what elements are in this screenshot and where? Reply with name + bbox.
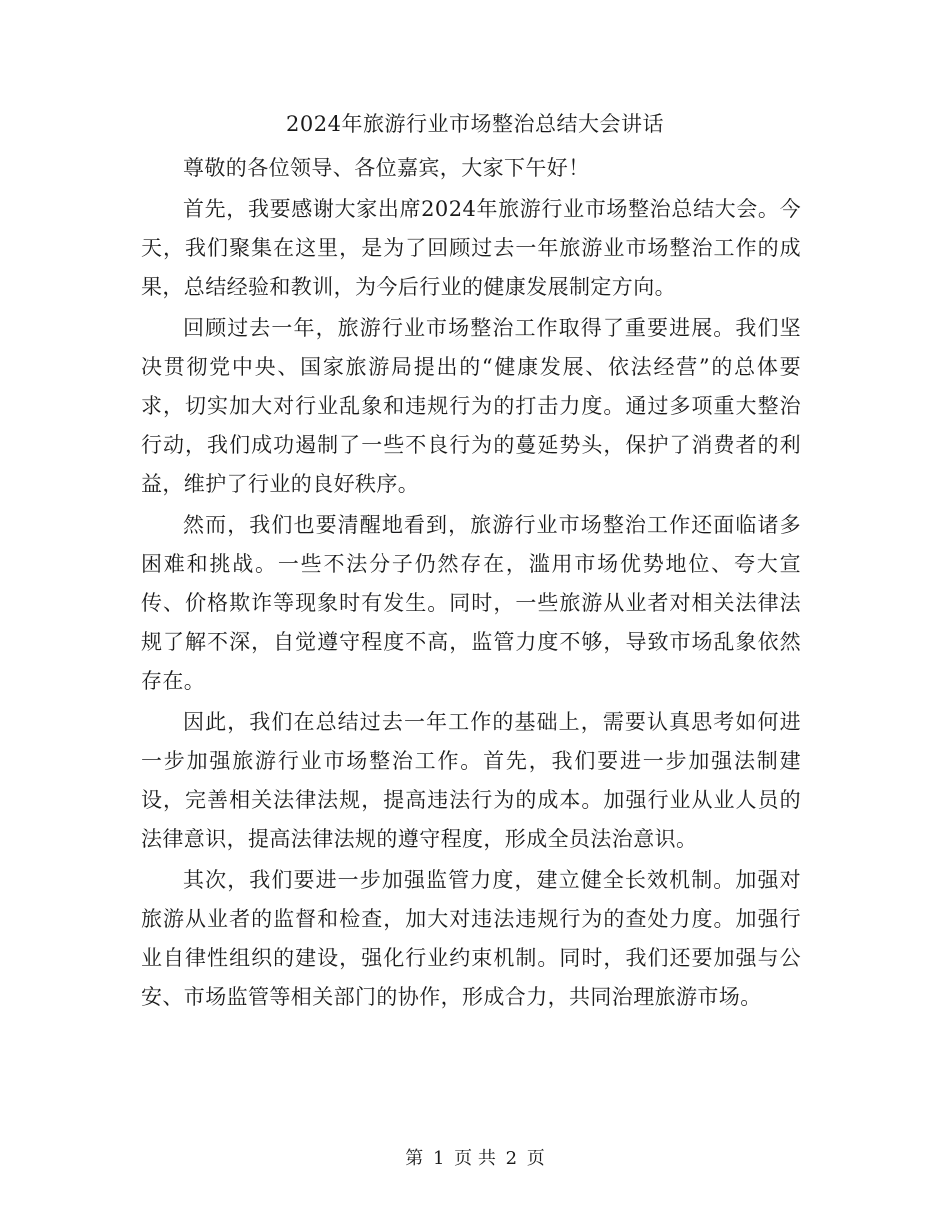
paragraph-challenges: 然而，我们也要清醒地看到，旅游行业市场整治工作还面临诸多困难和挑战。一些不法分子仍然存在，滥用市场优势地位、夸大宣传、价格欺诈等现象时有发生。同时，一些旅游从业者对相关法律法规了解不深，自觉遵守程度不高，监管力度不够，导致市场乱象依然存在。: [141, 513, 801, 693]
footer-page-number: 1: [432, 1148, 445, 1169]
paragraph-greeting: 尊敬的各位领导、各位嘉宾，大家下午好！: [183, 156, 590, 180]
footer-total-pages: 2: [505, 1148, 518, 1169]
footer-suffix: 页: [526, 1148, 545, 1169]
paragraph-supervision-measures: 其次，我们要进一步加强监管力度，建立健全长效机制。加强对旅游从业者的监督和检查，加大对违法违规行为的查处力度。加强行业自律性组织的建设，强化行业约束机制。同时，我们还要加强与公安、市场监管等相关部门的协作，形成合力，共同治理旅游市场。: [141, 868, 801, 1009]
footer-middle: 页 共: [454, 1148, 496, 1169]
paragraph-review: 回顾过去一年，旅游行业市场整治工作取得了重要进展。我们坚决贯彻党中央、国家旅游局提出的“健康发展、依法经营”的总体要求，切实加大对行业乱象和违规行为的打击力度。通过多项重大整治行动，我们成功遏制了一些不良行为的蔓延势头，保护了消费者的利益，维护了行业的良好秩序。: [141, 316, 801, 496]
page-footer: [0, 1146, 950, 1172]
document-body: [141, 149, 801, 1019]
paragraph-opening: 首先，我要感谢大家出席2024年旅游行业市场整治总结大会。今天，我们聚集在这里，是为了回顾过去一年旅游业市场整治工作的成果，总结经验和教训，为今后行业的健康发展制定方向。: [141, 197, 801, 299]
footer-prefix: 第: [405, 1148, 424, 1169]
paragraph-legal-measures: 因此，我们在总结过去一年工作的基础上，需要认真思考如何进一步加强旅游行业市场整治工作。首先，我们要进一步加强法制建设，完善相关法律法规，提高违法行为的成本。加强行业从业人员的法律意识，提高法律法规的遵守程度，形成全员法治意识。: [141, 710, 801, 851]
document-title: 2024年旅游行业市场整治总结大会讲话: [286, 112, 664, 136]
